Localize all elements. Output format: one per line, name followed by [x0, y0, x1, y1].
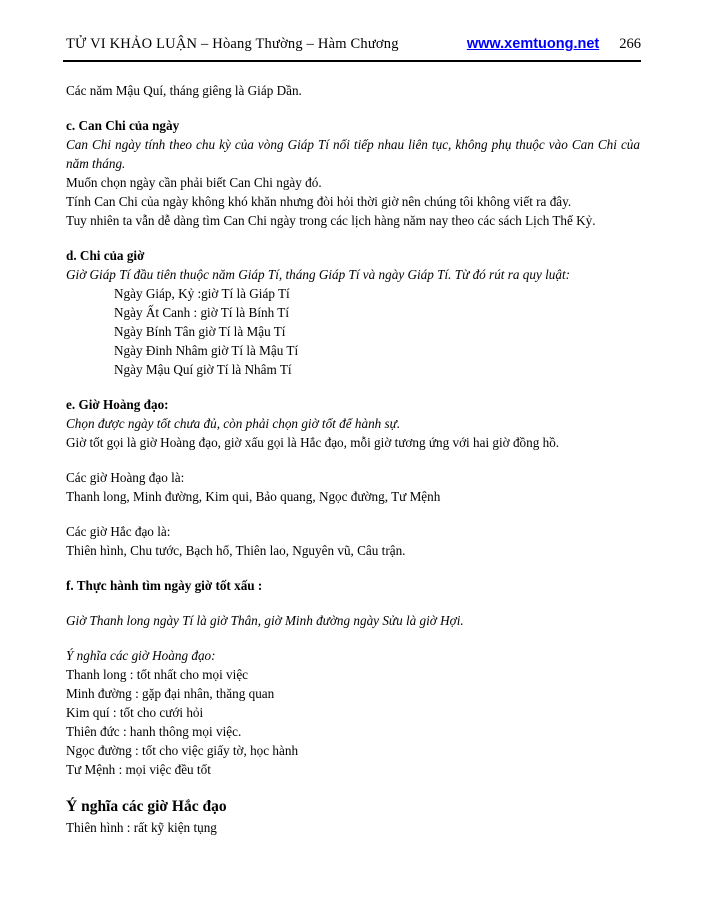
paragraph: Muốn chọn ngày cần phải biết Can Chi ngày đó.	[66, 175, 322, 190]
paragraph: Tư Mệnh : mọi việc đều tốt	[66, 762, 211, 777]
paragraph: Thanh long, Minh đường, Kim qui, Bảo quang, Ngọc đường, Tư Mệnh	[66, 489, 441, 504]
paragraph: Các giờ Hoàng đạo là:	[66, 470, 185, 485]
section-heading: c. Can Chi của ngày	[66, 118, 180, 133]
paragraph: Giờ Giáp Tí đầu tiên thuộc năm Giáp Tí, tháng Giáp Tí và ngày Giáp Tí. Từ đó rút ra quy luật:	[66, 267, 571, 282]
section-heading: f. Thực hành tìm ngày giờ tốt xấu :	[66, 578, 263, 593]
rule-list-item: Ngày Ất Canh : giờ Tí là Bính Tí	[114, 305, 289, 320]
rule-list-item: Ngày Giáp, Kỷ :giờ Tí là Giáp Tí	[114, 286, 290, 301]
paragraph: Giờ Thanh long ngày Tí là giờ Thân, giờ Minh đường ngày Sửu là giờ Hợi.	[66, 613, 464, 628]
paragraph: Giờ tốt gọi là giờ Hoàng đạo, giờ xấu gọi là Hắc đạo, mỗi giờ tương ứng với hai giờ đồng hồ.	[66, 435, 560, 450]
document-body	[66, 81, 640, 837]
paragraph: Can Chi ngày tính theo chu kỳ của vòng Giáp Tí nối tiếp nhau liên tục, không phụ thuộc vào Can Chi của năm tháng.	[66, 137, 640, 171]
section-heading: d. Chi của giờ	[66, 248, 145, 263]
paragraph: Thanh long : tốt nhất cho mọi việc	[66, 667, 249, 682]
header-divider	[63, 60, 641, 62]
paragraph: Thiên đức : hanh thông mọi việc.	[66, 724, 242, 739]
paragraph: Các giờ Hắc đạo là:	[66, 524, 171, 539]
section-heading-large: Ý nghĩa các giờ Hắc đạo	[66, 798, 227, 815]
page-number: 266	[619, 36, 641, 52]
paragraph: Ý nghĩa các giờ Hoàng đạo:	[66, 648, 216, 663]
paragraph: Thiên hình : rất kỹ kiện tụng	[66, 820, 217, 835]
book-title: TỬ VI KHẢO LUẬN – Hòang Thường – Hàm Chương	[66, 36, 399, 52]
section-heading: e. Giờ Hoàng đạo:	[66, 397, 169, 412]
paragraph: Thiên hình, Chu tước, Bạch hổ, Thiên lao, Nguyên vũ, Câu trận.	[66, 543, 406, 558]
paragraph: Các năm Mậu Quí, tháng giêng là Giáp Dần.	[66, 83, 302, 98]
paragraph: Tuy nhiên ta vẫn dễ dàng tìm Can Chi ngày trong các lịch hàng năm nay theo các sách Lịch Thế Kỷ.	[66, 213, 596, 228]
paragraph: Kim quí : tốt cho cưới hỏi	[66, 705, 204, 720]
paragraph: Tính Can Chi của ngày không khó khăn nhưng đòi hỏi thời giờ nên chúng tôi không viết ra đây.	[66, 194, 572, 209]
rule-list-item: Ngày Mậu Quí giờ Tí là Nhâm Tí	[114, 362, 292, 377]
page-header	[66, 36, 641, 53]
rule-list-item: Ngày Bính Tân giờ Tí là Mậu Tí	[114, 324, 286, 339]
paragraph: Chọn được ngày tốt chưa đủ, còn phải chọn giờ tốt để hành sự.	[66, 416, 401, 431]
paragraph: Ngọc đường : tốt cho việc giấy tờ, học hành	[66, 743, 299, 758]
website-link[interactable]: www.xemtuong.net	[466, 36, 600, 52]
paragraph: Minh đường : gặp đại nhân, thăng quan	[66, 686, 275, 701]
rule-list-item: Ngày Đinh Nhâm giờ Tí là Mậu Tí	[114, 343, 299, 358]
